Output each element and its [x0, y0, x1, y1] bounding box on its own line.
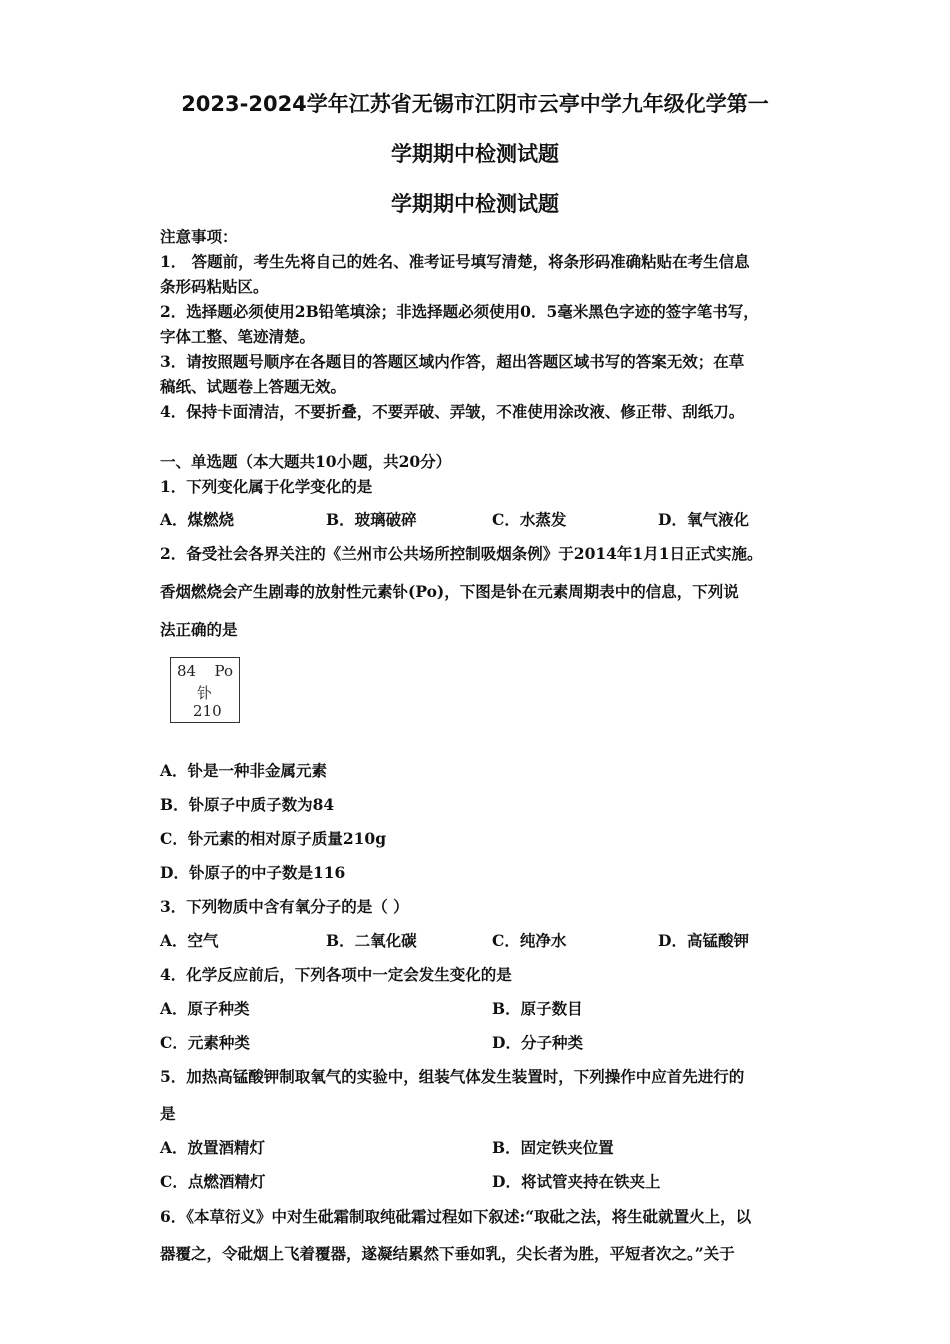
question-4-option-b: B．原子数目	[492, 999, 583, 1018]
question-3-option-b: B．二氧化碳	[326, 931, 417, 950]
question-5-option-a: A．放置酒精灯	[160, 1138, 266, 1157]
question-5-option-c: C．点燃酒精灯	[160, 1172, 266, 1191]
question-2-stem: 法正确的是	[160, 620, 238, 639]
question-3-option-a: A．空气	[160, 931, 219, 950]
question-5-option-d: D．将试管夹持在铁夹上	[492, 1172, 661, 1191]
question-2-option-d: D．钋原子的中子数是116	[160, 863, 346, 882]
question-3-option-c: C．纯净水	[492, 931, 567, 950]
question-4-option-c: C．元素种类	[160, 1033, 250, 1052]
question-3-stem: 3．下列物质中含有氧分子的是（ ）	[160, 897, 409, 916]
section-heading: 一、单选题（本大题共10小题，共20分）	[160, 452, 452, 471]
question-6-stem: 6．《本草衍义》中对生砒霜制取纯砒霜过程如下叙述:“取砒之法，将生砒就置火上，以	[160, 1207, 752, 1226]
question-1-option-d: D．氧气液化	[658, 510, 749, 529]
notice-item: 字体工整、笔迹清楚。	[160, 327, 316, 346]
question-4-stem: 4．化学反应前后，下列各项中一定会发生变化的是	[160, 965, 512, 984]
notice-item: 3．请按照题号顺序在各题目的答题区域内作答，超出答题区域书写的答案无效；在草	[160, 352, 745, 371]
question-5-option-b: B．固定铁夹位置	[492, 1138, 614, 1157]
page-title-line-2: 学期期中检测试题	[391, 142, 559, 166]
atomic-number: 84	[177, 662, 197, 680]
question-1-option-b: B．玻璃破碎	[326, 510, 417, 529]
notice-item: 1． 答题前，考生先将自己的姓名、准考证号填写清楚，将条形码准确粘贴在考生信息	[160, 252, 750, 271]
question-2-stem: 香烟燃烧会产生剧毒的放射性元素钋(Po)，下图是钋在元素周期表中的信息，下列说	[160, 582, 739, 601]
question-4-option-a: A．原子种类	[160, 999, 250, 1018]
notice-item: 条形码粘贴区。	[160, 277, 269, 296]
page-title-line-3: 学期期中检测试题	[391, 192, 559, 216]
question-4-option-d: D．分子种类	[492, 1033, 583, 1052]
question-5-stem: 是	[160, 1104, 176, 1123]
notice-item: 稿纸、试题卷上答题无效。	[160, 377, 347, 396]
notice-heading: 注意事项：	[160, 227, 238, 246]
atomic-mass: 210	[193, 702, 222, 720]
question-1-option-a: A．煤燃烧	[160, 510, 235, 529]
question-1-option-c: C．水蒸发	[492, 510, 567, 529]
question-1-stem: 1．下列变化属于化学变化的是	[160, 477, 373, 496]
page-title-line-1: 2023-2024学年江苏省无锡市江阴市云亭中学九年级化学第一	[181, 92, 769, 116]
notice-item: 4．保持卡面清洁，不要折叠，不要弄破、弄皱，不准使用涂改液、修正带、刮纸刀。	[160, 402, 745, 421]
element-name: 钋	[197, 684, 213, 702]
question-5-stem: 5．加热高锰酸钾制取氧气的实验中，组装气体发生装置时，下列操作中应首先进行的	[160, 1067, 745, 1086]
question-2-option-a: A．钋是一种非金属元素	[160, 761, 328, 780]
question-2-stem: 2．备受社会各界关注的《兰州市公共场所控制吸烟条例》于2014年1月1日正式实施。	[160, 544, 763, 563]
periodic-table-cell	[170, 657, 240, 723]
question-2-option-b: B．钋原子中质子数为84	[160, 795, 335, 814]
question-2-option-c: C．钋元素的相对原子质量210g	[160, 829, 387, 848]
question-3-option-d: D．高锰酸钾	[658, 931, 749, 950]
notice-item: 2．选择题必须使用2B铅笔填涂；非选择题必须使用0．5毫米黑色字迹的签字笔书写，	[160, 302, 759, 321]
question-6-stem: 器覆之，令砒烟上飞着覆器，遂凝结累然下垂如乳，尖长者为胜，平短者次之。”关于	[160, 1244, 735, 1263]
element-symbol: Po	[214, 662, 233, 680]
